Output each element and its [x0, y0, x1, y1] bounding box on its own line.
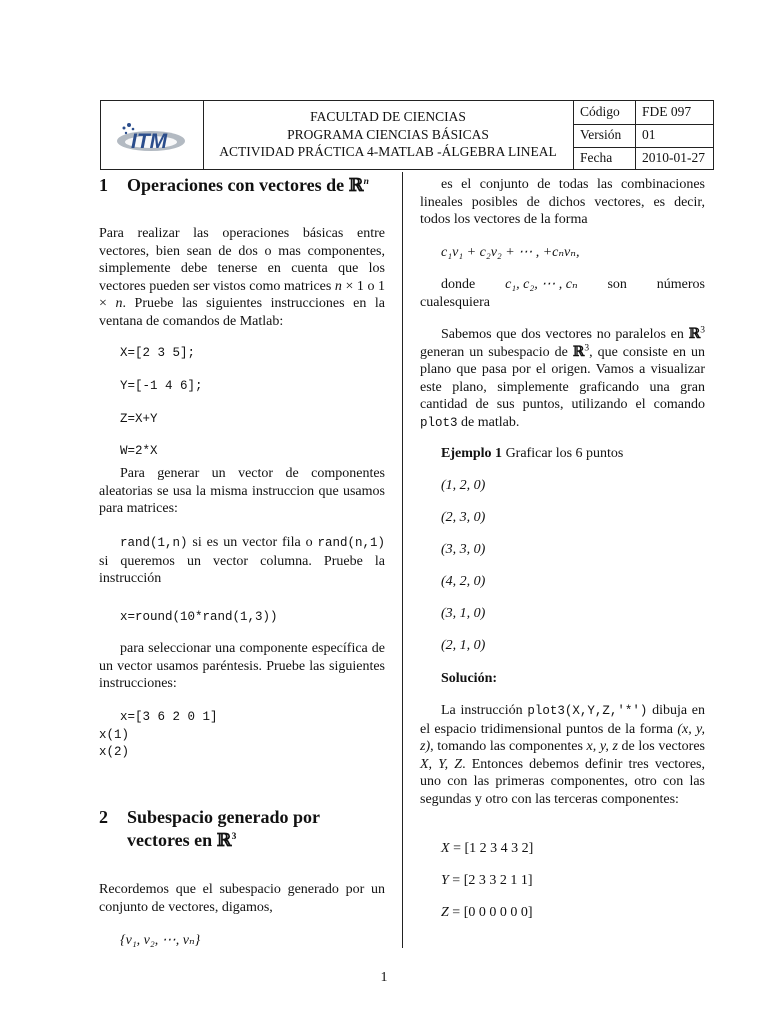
section-number: 1: [99, 175, 108, 195]
page-number: 1: [380, 970, 388, 985]
point: (2, 3, 0): [441, 510, 486, 525]
institution-block: [204, 108, 572, 161]
section-1-paragraph: Para generar un vector de componentes aleatorias se usa la misma instruccion que usamos para matrices:: [99, 466, 385, 516]
donde-tail: cualesquiera: [420, 295, 490, 310]
meta-label-version: Versión: [580, 127, 622, 142]
code-line: Z=X+Y: [120, 412, 158, 426]
institution-line: PROGRAMA CIENCIAS BÁSICAS: [287, 126, 489, 142]
donde-line: donde c₁, c₂, ⋯ , cₙ son números: [441, 277, 705, 292]
math-symbol: ℝ: [348, 175, 364, 196]
section-2-paragraph: La instrucción plot3(X,Y,Z,'*') dibuja en el espacio tridimensional puntos de la forma (x, y, z), tomando las componentes x, y, z de los vectores X, Y, Z. Entonces debemos definir tres vectores, uno con las primeras componentes, otro con las segundas y otro con las terceras componentes:: [420, 703, 705, 807]
meta-label-codigo: Código: [580, 104, 620, 119]
section-title: Operaciones con vectores de: [127, 175, 345, 195]
vector-definition: X = [1 2 3 4 3 2]: [441, 841, 534, 856]
institution-line: FACULTAD DE CIENCIAS: [310, 109, 466, 124]
math-expression: {v₁, v₂, ⋯, vₙ}: [120, 933, 201, 948]
code-line: x(2): [99, 745, 130, 759]
institution-line: ACTIVIDAD PRÁCTICA 4-MATLAB -ÁLGEBRA LINEAL: [219, 144, 557, 159]
example-heading: Ejemplo 1 Graficar los 6 puntos: [441, 446, 624, 461]
point: (1, 2, 0): [441, 478, 486, 493]
itm-logo: [115, 119, 191, 155]
section-2-paragraph: Recordemos que el subespacio generado por un conjunto de vectores, digamos,: [99, 882, 385, 915]
math-superscript: n: [363, 177, 369, 187]
column-divider: [402, 172, 403, 948]
point: (3, 1, 0): [441, 606, 486, 621]
section-2-paragraph: es el conjunto de todas las combinaciones lineales posibles de dichos vectores, es decir, todos los vectores de la forma: [420, 177, 705, 227]
code-line: W=2*X: [120, 444, 158, 458]
point: (3, 3, 0): [441, 542, 486, 557]
meta-value-fecha: 2010-01-27: [642, 150, 705, 165]
solution-heading: Solución:: [441, 671, 498, 686]
section-1-paragraph: para seleccionar una componente específica de un vector usamos paréntesis. Pruebe las siguientes instrucciones:: [99, 641, 385, 691]
code-line: Y=[-1 4 6];: [120, 379, 203, 393]
section-1-heading: [99, 174, 385, 197]
vector-definition: Y = [2 3 3 2 1 1]: [441, 873, 533, 888]
code-line: x=round(10*rand(1,3)): [120, 610, 278, 624]
code-line: x(1): [99, 728, 130, 742]
logo-text: ITM: [131, 130, 168, 153]
section-2-paragraph: Sabemos que dos vectores no paralelos en ℝ$^3$ generan un subespacio de ℝ$^3$, que consiste en un plano que pasa por el origen. Vamos a visualizar este plano, simplemente graficando una gran cantidad de sus puntos, utilizando el comando plot3 de matlab.: [420, 325, 705, 430]
section-1-paragraph: Para realizar las operaciones básicas entre vectores, bien sean de dos o mas componentes, simplemente debe tenerse en cuenta que los vectores pueden ser vistos como matrices n × 1 o 1 × n. Pruebe las siguientes instrucciones en la ventana de comandos de Matlab:: [99, 226, 386, 329]
code-line: x=[3 6 2 0 1]: [120, 710, 218, 724]
vector-definition: Z = [0 0 0 0 0 0]: [441, 905, 533, 920]
math-expression: c₁v₁ + c₂v₂ + ⋯ , +cₙvₙ,: [441, 245, 580, 260]
section-2-heading: 2 Subespacio generado por vectores en ℝ$^3$: [99, 807, 321, 851]
meta-value-codigo: FDE 097: [642, 104, 692, 119]
point: (4, 2, 0): [441, 574, 486, 589]
point: (2, 1, 0): [441, 638, 486, 653]
document-header: [100, 100, 714, 170]
section-1-paragraph: rand(1,n) si es un vector fila o rand(n,1) si queremos un vector columna. Pruebe la instrucción: [99, 535, 385, 586]
meta-value-version: 01: [642, 127, 656, 142]
meta-label-fecha: Fecha: [580, 150, 613, 165]
code-line: X=[2 3 5];: [120, 346, 196, 360]
